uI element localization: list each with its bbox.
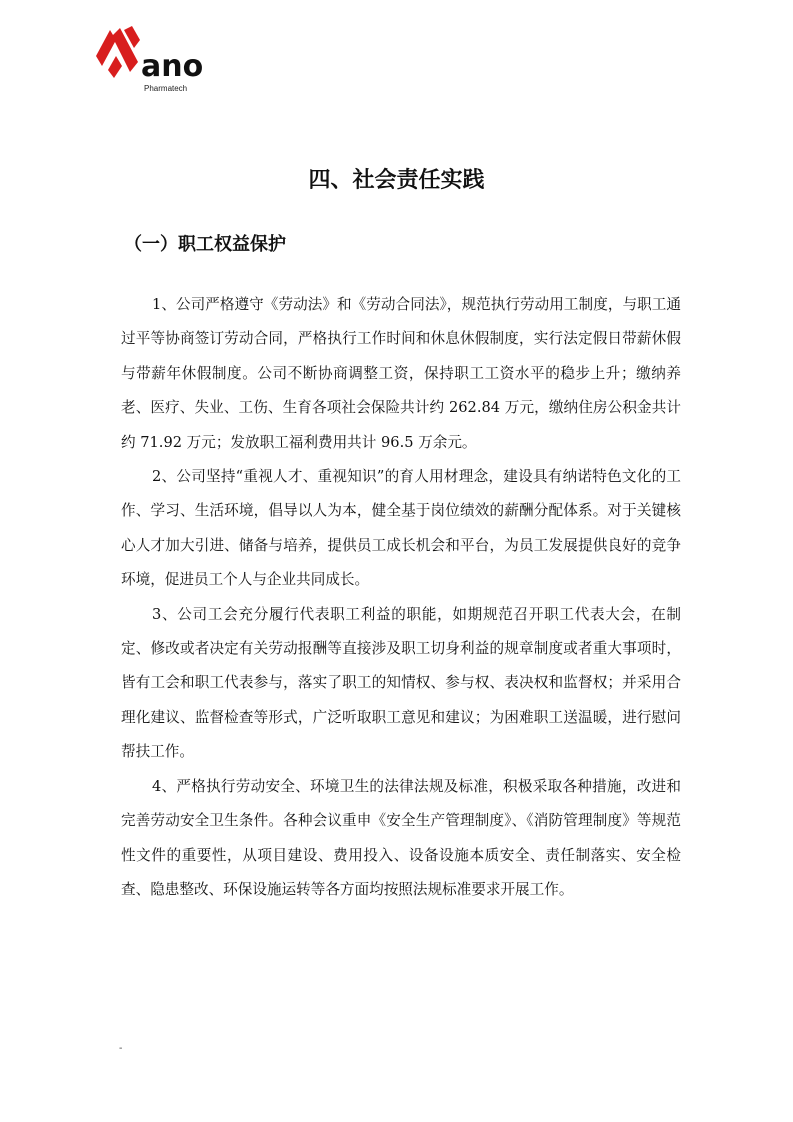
paragraph-2: 2、公司坚持“重视人才、重视知识”的育人用材理念，建设具有纳诺特色文化的工作、学习、生活环境，倡导以人为本，健全基于岗位绩效的薪酬分配体系。对于关键核心人才加大引进、储备与培养，提供员工成长机会和平台，为员工发展提供良好的竞争环境，促进员工个人与企业共同成长。 — [121, 468, 681, 589]
body-text — [121, 288, 681, 907]
footer-mark: - — [119, 1043, 123, 1054]
logo-wordmark: ano — [141, 49, 204, 84]
section-heading: （一）职工权益保护 — [124, 234, 286, 255]
paragraph-4: 4、严格执行劳动安全、环境卫生的法律法规及标准，积极采取各种措施，改进和完善劳动安全卫生条件。各种会议重申《安全生产管理制度》、《消防管理制度》等规范性文件的重要性，从项目建设、费用投入、设备设施本质安全、责任制落实、安全检查、隐患整改、环保设施运转等各方面均按照法规标准要求开展工作。 — [121, 777, 681, 898]
paragraph-1: 1、公司严格遵守《劳动法》和《劳动合同法》，规范执行劳动用工制度，与职工通过平等协商签订劳动合同，严格执行工作时间和休息休假制度，实行法定假日带薪休假与带薪年休假制度。公司不断协商调整工资，保持职工工资水平的稳步上升；缴纳养老、医疗、失业、工伤、生育各项社会保险共计约 262.84 万元，缴纳住房公积金共计约 71.92 万元；发放职工福利费用共计 96.5 万余元。 — [121, 296, 681, 451]
nano-n-logo-icon — [94, 26, 144, 78]
paragraph-3: 3、公司工会充分履行代表职工利益的职能，如期规范召开职工代表大会，在制定、修改或者决定有关劳动报酬等直接涉及职工切身利益的规章制度或者重大事项时，皆有工会和职工代表参与，落实了职工的知情权、参与权、表决权和监督权；并采用合理化建议、监督检查等形式，广泛听取职工意见和建议；为困难职工送温暖，进行慰问帮扶工作。 — [121, 605, 681, 761]
logo-subtitle: Pharmatech — [144, 84, 188, 93]
company-logo — [94, 26, 204, 93]
page-title: 四、社会责任实践 — [308, 168, 485, 193]
